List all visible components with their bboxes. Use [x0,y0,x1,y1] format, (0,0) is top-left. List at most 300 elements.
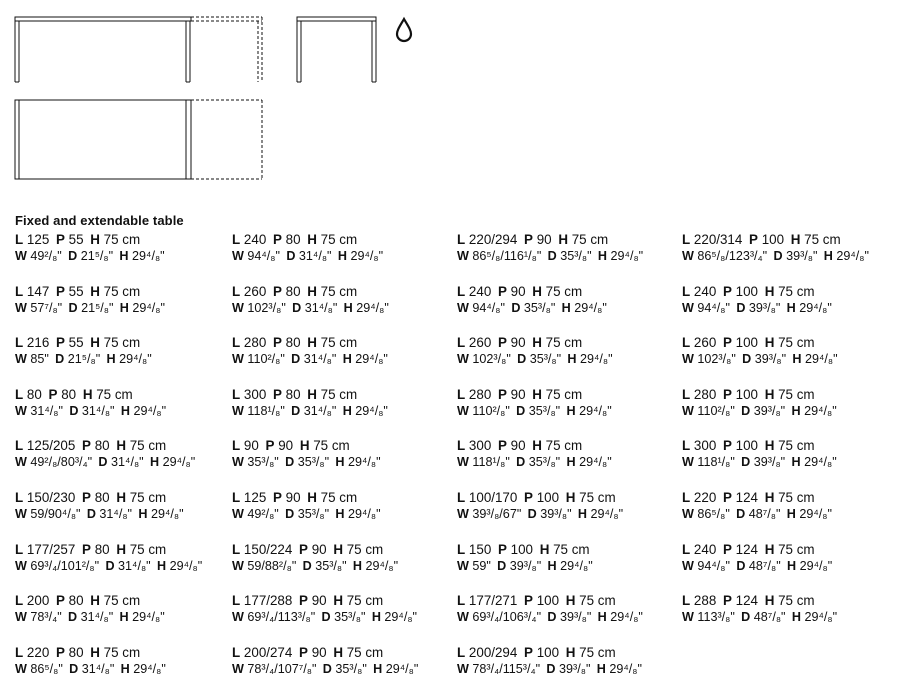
dimension-value: 90 [536,232,552,247]
dimension-key: H [116,438,126,454]
dimension-key: D [69,661,79,676]
dimension-key: H [138,507,148,521]
dimension-value: 177/271 [468,593,518,609]
dimension-key: H [307,490,317,505]
imperial-dimensions [15,248,165,265]
dimension-key: D [321,610,331,625]
dimension-value: 75 cm [778,283,815,299]
imperial-dimensions [457,351,613,368]
dimension-key: H [90,283,100,299]
dimension-key: L [457,644,466,660]
dimension-key: P [272,335,282,351]
dimension-key: D [517,352,527,367]
metric-dimensions [682,334,838,351]
imperial-dimensions [682,558,832,575]
dimension-key: D [741,403,751,418]
dimension-key: H [791,610,801,625]
dimension-entry [232,489,381,529]
dimension-value: 86⁵/₈/123³/₄" [697,249,768,263]
dimension-key: H [764,386,775,402]
dimension-value: 260 [243,283,267,299]
metric-dimensions [15,334,152,351]
dimension-value: 80 [285,232,301,247]
imperial-dimensions [232,661,418,678]
dimension-value: 280 [693,386,717,402]
dimension-key: W [682,610,694,625]
dimension-value: 100 [536,490,560,505]
dimension-key: H [565,490,576,505]
dimension-key: D [773,249,783,263]
dimension-key: P [82,438,91,454]
dimension-key: D [69,403,79,418]
dimension-value: 100 [735,438,758,454]
dimension-value: 55 [68,232,84,247]
dimension-key: W [15,661,27,676]
dimension-key: P [722,335,732,351]
dimension-key: D [291,352,301,367]
dimension-value: 29⁴/₈" [579,403,612,418]
dimension-value: 75 cm [778,335,815,351]
dimension-entry [682,437,837,477]
dimension-value: 35³/₈" [247,455,279,470]
dimension-value: 31⁴/₈" [304,300,338,315]
table-drawings [0,0,900,200]
dimension-key: L [15,490,24,505]
dimension-value: 80 [94,438,110,454]
dimension-value: 177/257 [26,541,76,557]
dimension-key: W [682,403,694,418]
imperial-dimensions [682,403,837,420]
dimension-key: H [764,593,775,609]
imperial-dimensions [457,454,612,471]
imperial-dimensions [15,558,202,575]
dimension-value: 75 cm [103,283,141,299]
dimension-key: H [119,610,129,625]
dimension-key: H [786,507,796,521]
metric-dimensions [232,644,418,661]
dimension-value: 75 cm [579,593,616,609]
dimension-value: 29⁴/₈" [804,403,837,418]
dimension-key: H [333,593,343,609]
dimension-value: 80 [61,386,77,402]
dimension-value: 29⁴/₈" [355,352,388,367]
dimension-value: 49²/₈/80³/₄" [30,455,93,470]
metric-dimensions [15,437,195,454]
dimension-value: 31⁴/₈" [81,661,115,676]
dimension-entry [15,489,184,529]
imperial-dimensions [232,454,381,471]
dimension-key: L [232,541,241,557]
dimension-entry [15,334,152,374]
dimension-key: H [764,335,775,351]
dimension-value: 260 [693,335,717,351]
dimension-entry [232,386,388,426]
dimension-value: 102³/₈" [697,352,736,367]
metric-dimensions [682,489,832,506]
dimension-value: 240 [693,541,717,557]
dimension-key: L [457,232,466,247]
dimension-value: 35³/₈" [523,300,556,315]
dimension-value: 31⁴/₈" [81,403,115,418]
metric-dimensions [232,231,383,248]
dimension-value: 150 [468,541,492,557]
imperial-dimensions [232,609,417,626]
dimension-key: L [232,490,241,505]
dimension-key: D [68,300,78,315]
dimension-value: 29⁴/₈" [609,661,642,676]
dimension-key: H [342,403,352,418]
dimension-value: 80 [285,283,301,299]
dimension-key: P [82,541,91,557]
dimension-key: D [68,610,78,625]
dimension-value: 69³/₄/101²/₈" [30,558,100,573]
dimension-value: 48⁷/₈" [748,558,781,573]
dimension-key: H [307,335,317,351]
dimension-key: W [15,352,27,367]
dimension-key: W [15,610,27,625]
dimension-key: L [15,541,24,557]
dimension-key: P [722,490,732,505]
dimension-key: H [565,644,576,660]
dimension-key: H [90,593,100,609]
imperial-dimensions [457,248,643,265]
dimension-value: 90 [278,438,294,454]
dimension-entry [682,283,832,323]
dimension-value: 75 cm [103,232,141,247]
dimension-key: L [15,386,24,402]
dimension-value: 29⁴/₈" [133,661,166,676]
metric-dimensions [15,644,166,661]
dimension-key: W [682,352,694,367]
dimension-key: L [682,541,691,557]
dimension-value: 49²/₈" [247,507,279,521]
dimension-key: H [786,558,797,573]
dimension-value: 75 cm [579,490,616,505]
dimension-key: L [682,386,691,402]
metric-dimensions [457,231,643,248]
dimension-key: P [299,644,308,660]
dimension-value: 86⁵/₈" [30,661,63,676]
dimension-value: 31⁴/₈" [303,403,337,418]
dimension-value: 78³/₄" [30,610,62,625]
dimension-key: D [285,455,295,470]
dimension-key: L [682,283,691,299]
metric-dimensions [15,283,165,300]
dimension-value: 124 [735,593,758,609]
dimension-key: P [299,541,308,557]
dimension-value: 86⁵/₈" [697,507,730,521]
dimension-key: P [524,490,533,505]
dimension-value: 80 [68,593,84,609]
dimension-key: W [15,403,27,418]
dimension-value: 29⁴/₈" [348,507,381,521]
dimension-value: 75 cm [545,438,583,454]
metric-dimensions [457,592,643,609]
metric-dimensions [15,541,202,558]
dimension-value: 31⁴/₈" [111,455,144,470]
dimension-key: D [741,610,751,625]
dimension-key: L [15,335,24,351]
dimension-key: L [457,335,466,351]
extension-top-dashed [191,100,262,179]
dimension-value: 94⁴/₈" [472,300,506,315]
dimension-entry [682,386,837,426]
dimension-entry [232,283,389,323]
dimension-key: H [343,300,353,315]
dimension-value: 31⁴/₈" [30,403,64,418]
dimension-key: W [232,610,244,625]
dimension-entry [15,283,165,323]
dimension-value: 75 cm [553,541,590,557]
dimension-entry [15,386,166,426]
dimension-key: D [546,661,556,676]
dimension-key: D [736,300,746,315]
dimension-key: P [524,232,533,247]
dimension-value: 100 [761,232,785,247]
dimension-value: 29⁴/₈" [590,507,624,521]
dimension-key: D [322,661,332,676]
metric-dimensions [682,541,832,558]
dimension-value: 29⁴/₈" [579,455,612,470]
dimension-value: 94⁴/₈" [697,558,731,573]
imperial-dimensions [682,300,832,317]
dimension-value: 21⁵/₈" [81,300,114,315]
dimension-key: H [790,232,801,247]
dimension-key: W [232,403,244,418]
dimension-entry [457,334,613,374]
dimension-value: 75 cm [129,541,167,557]
dimension-key: H [567,352,577,367]
dimension-key: P [272,386,282,402]
dimension-value: 59/88²/₈" [247,558,297,573]
dimension-value: 29⁴/₈" [132,300,166,315]
dimension-value: 300 [243,386,267,402]
imperial-dimensions [232,248,383,265]
dimension-value: 29⁴/₈" [799,558,833,573]
dimension-key: W [457,455,469,470]
dimension-key: D [511,300,521,315]
dimension-key: L [457,593,466,609]
metric-dimensions [15,592,165,609]
dimension-value: 240 [693,283,717,299]
dimension-key: L [232,335,241,351]
dimension-value: 39³/₈" [559,610,592,625]
dimension-value: 75 cm [346,593,384,609]
dimension-entry [232,231,383,271]
dimension-value: 39³/₈" [754,352,787,367]
dimension-key: L [232,438,241,454]
dimension-value: 31⁴/₈" [99,507,133,521]
dimension-key: W [457,403,469,418]
dimension-value: 100 [735,386,758,402]
dimension-value: 78³/₄/107⁷/₈" [247,661,317,676]
dimension-value: 29⁴/₈" [580,352,613,367]
imperial-dimensions [232,351,388,368]
dimension-key: D [68,249,78,263]
dimension-value: 220 [693,490,717,505]
dimension-value: 29⁴/₈" [132,610,165,625]
dimension-key: W [15,455,27,470]
dimension-key: H [116,490,126,505]
dimension-value: 57⁷/₈" [30,300,63,315]
side-view-drawing [297,17,376,82]
dimension-key: H [333,541,343,557]
dimension-key: H [565,593,576,609]
metric-dimensions [232,283,389,300]
metric-dimensions [232,541,398,558]
metric-dimensions [682,283,832,300]
dimension-key: D [291,403,301,418]
imperial-dimensions [682,248,869,265]
dimension-value: 39³/₈" [748,300,781,315]
dimension-value: 118¹/₈" [472,455,510,470]
dimension-value: 200/294 [468,644,518,660]
imperial-dimensions [457,609,643,626]
dimension-value: 29⁴/₈" [150,507,184,521]
dimension-key: D [302,558,312,573]
metric-dimensions [457,386,612,403]
dimension-key: P [722,593,732,609]
dimension-key: P [55,593,65,609]
imperial-dimensions [15,506,184,523]
dimension-value: 80 [285,386,301,402]
dimension-value: 31⁴/₈" [80,610,114,625]
dimension-value: 240 [468,283,492,299]
dimension-key: H [307,283,317,299]
dimension-value: 75 cm [103,335,141,351]
dimension-value: 94⁴/₈" [697,300,731,315]
dimension-key: W [457,558,469,573]
dimension-key: D [286,249,296,263]
dimension-value: 29⁴/₈" [799,507,833,521]
dimension-key: W [457,352,469,367]
dimension-value: 75 cm [96,386,133,402]
dimension-key: D [547,249,557,263]
dimension-key: D [98,455,108,470]
dimension-value: 29⁴/₈" [804,610,838,625]
dimension-key: P [497,438,507,454]
dimension-value: 29⁴/₈" [560,558,593,573]
dimension-value: 39³/₈" [753,403,786,418]
imperial-dimensions [457,403,612,420]
dimension-value: 75 cm [313,438,350,454]
dimension-value: 102³/₈" [247,300,286,315]
dimension-key: H [823,249,833,263]
dimension-entry [15,592,165,632]
dimension-key: W [232,352,244,367]
dimension-value: 75 cm [545,386,583,402]
dimension-key: L [15,232,24,247]
dimension-value: 39³/₈" [753,455,786,470]
dimension-key: L [457,490,466,505]
dimension-value: 90 [510,283,526,299]
dimension-key: W [232,558,244,573]
imperial-dimensions [15,454,195,471]
dimension-value: 100 [735,335,758,351]
dimension-key: L [457,386,466,402]
dimension-value: 75 cm [103,593,141,609]
dimension-key: P [48,386,58,402]
top-view-drawing [15,100,191,179]
dimension-entry [232,541,398,581]
dimension-value: 220 [26,644,50,660]
dimension-value: 31⁴/₈" [303,352,337,367]
dimension-key: P [82,490,91,505]
imperial-dimensions [457,558,593,575]
metric-dimensions [232,489,381,506]
dimension-key: H [299,438,310,454]
dimension-key: H [149,455,160,470]
dimension-value: 280 [243,335,267,351]
dimension-key: P [524,593,533,609]
dimension-key: H [539,541,550,557]
dimension-value: 75 cm [320,490,358,505]
dimension-value: 35³/₈" [315,558,347,573]
dimension-value: 29⁴/₈" [348,455,381,470]
dimension-value: 29⁴/₈" [119,352,152,367]
dimension-key: H [764,490,775,505]
imperial-dimensions [232,558,398,575]
dimension-value: 80 [94,490,110,505]
dimension-value: 75 cm [346,644,384,660]
dimension-value: 48⁷/₈" [748,507,781,521]
dimension-value: 85" [30,352,49,367]
dimension-key: P [272,490,282,505]
dimension-value: 75 cm [804,232,841,247]
imperial-dimensions [682,454,837,471]
dimension-value: 69³/₄/106³/₄" [472,610,542,625]
dimension-value: 75 cm [129,438,167,454]
dimension-value: 150/224 [243,541,293,557]
dimension-key: W [232,661,244,676]
dimension-entry [457,437,612,477]
imperial-dimensions [682,506,832,523]
dimension-value: 100 [735,283,758,299]
dimension-value: 69³/₄/113³/₈" [247,610,316,625]
dimension-value: 240 [243,232,267,247]
dimension-entry [232,334,388,374]
dimension-key: W [682,249,694,263]
dimension-value: 29⁴/₈" [574,300,607,315]
dimension-value: 29⁴/₈" [384,610,418,625]
dimension-key: P [722,438,732,454]
metric-dimensions [232,386,388,403]
dimension-key: D [86,507,96,521]
dimension-key: D [736,558,746,573]
dimension-value: 39³/₈/67" [472,507,522,521]
dimension-key: W [682,507,694,521]
imperial-dimensions [682,609,837,626]
dimension-entry [457,541,593,581]
dimension-key: P [265,438,275,454]
dimension-value: 200 [26,593,50,609]
extension-front-dashed [191,17,262,82]
dimension-key: W [457,661,469,676]
dimension-entry [15,231,165,271]
dimension-key: P [55,283,65,299]
dimension-key: H [337,249,347,263]
dimension-value: 75 cm [579,644,616,660]
imperial-dimensions [15,661,166,678]
dimension-key: H [116,541,126,557]
dimension-key: H [532,386,542,402]
dimension-entry [682,541,832,581]
dimension-key: H [558,232,568,247]
dimension-key: D [736,507,746,521]
dimension-key: P [299,593,308,609]
dimension-key: H [106,352,116,367]
dimension-key: P [497,386,507,402]
